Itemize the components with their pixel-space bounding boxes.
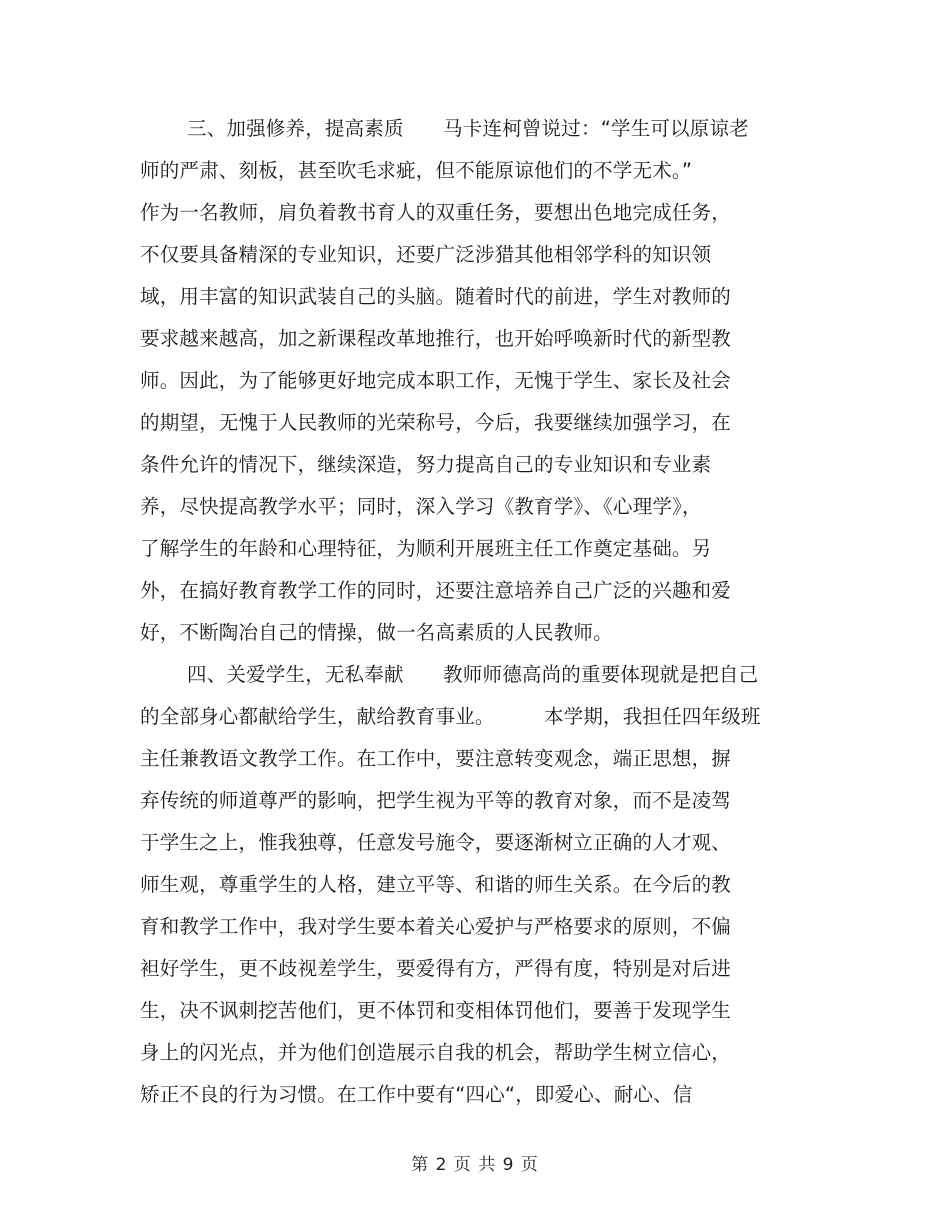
body-text (140, 108, 800, 1116)
text-line: 外，在搞好教育教学工作的同时，还要注意培养自己广泛的兴趣和爱 (140, 579, 732, 602)
text-line: 作为一名教师，肩负着教书育人的双重任务，要想出色地完成任务， (140, 201, 732, 224)
page-number-footer: 第 2 页 共 9 页 (411, 1155, 539, 1175)
text-line: 身上的闪光点，并为他们创造展示自我的机会，帮助学生树立信心， (140, 1041, 732, 1064)
text-line: 不仅要具备精深的专业知识，还要广泛涉猎其他相邻学科的知识领 (140, 243, 712, 266)
text-line: 的期望，无愧于人民教师的光荣称号，今后，我要继续加强学习，在 (140, 411, 732, 434)
text-line: 四、关爱学生，无私奉献 教师师德高尚的重要体现就是把自己 (187, 663, 759, 686)
text-line: 主任兼教语文教学工作。在工作中，要注意转变观念，端正思想，摒 (140, 747, 732, 770)
text-line: 师。因此，为了能够更好地完成本职工作，无愧于学生、家长及社会 (140, 369, 732, 392)
text-line: 三、加强修养，提高素质 马卡连柯曾说过：“学生可以原谅老 (187, 117, 749, 140)
text-line: 矫正不良的行为习惯。在工作中要有“四心“，即爱心、耐心、信 (140, 1083, 693, 1106)
text-line: 养，尽快提高教学水平；同时，深入学习《教育学》、《心理学》， (140, 495, 702, 518)
text-line: 的全部身心都献给学生，献给教育事业。 本学期，我担任四年级班 (140, 705, 761, 728)
text-line: 好，不断陶冶自己的情操，做一名高素质的人民教师。 (140, 621, 613, 644)
text-line: 弃传统的师道尊严的影响，把学生视为平等的教育对象，而不是凌驾 (140, 789, 732, 812)
text-line: 要求越来越高，加之新课程改革地推行，也开始呼唤新时代的新型教 (140, 327, 732, 350)
text-line: 条件允许的情况下，继续深造，努力提高自己的专业知识和专业素 (140, 453, 712, 476)
text-line: 袒好学生，更不歧视差学生，要爱得有方，严得有度，特别是对后进 (140, 957, 732, 980)
text-line: 域，用丰富的知识武装自己的头脑。随着时代的前进，学生对教师的 (140, 285, 732, 308)
text-line: 师的严肃、刻板，甚至吹毛求疵，但不能原谅他们的不学无术。” (140, 159, 693, 182)
text-line: 生，决不讽刺挖苦他们，更不体罚和变相体罚他们，要善于发现学生 (140, 999, 732, 1022)
text-line: 于学生之上，惟我独尊，任意发号施令，要逐渐树立正确的人才观、 (140, 831, 732, 854)
text-line: 了解学生的年龄和心理特征，为顺利开展班主任工作奠定基础。另 (140, 537, 712, 560)
text-line: 师生观，尊重学生的人格，建立平等、和谐的师生关系。在今后的教 (140, 873, 732, 896)
text-line: 育和教学工作中，我对学生要本着关心爱护与严格要求的原则，不偏 (140, 915, 732, 938)
